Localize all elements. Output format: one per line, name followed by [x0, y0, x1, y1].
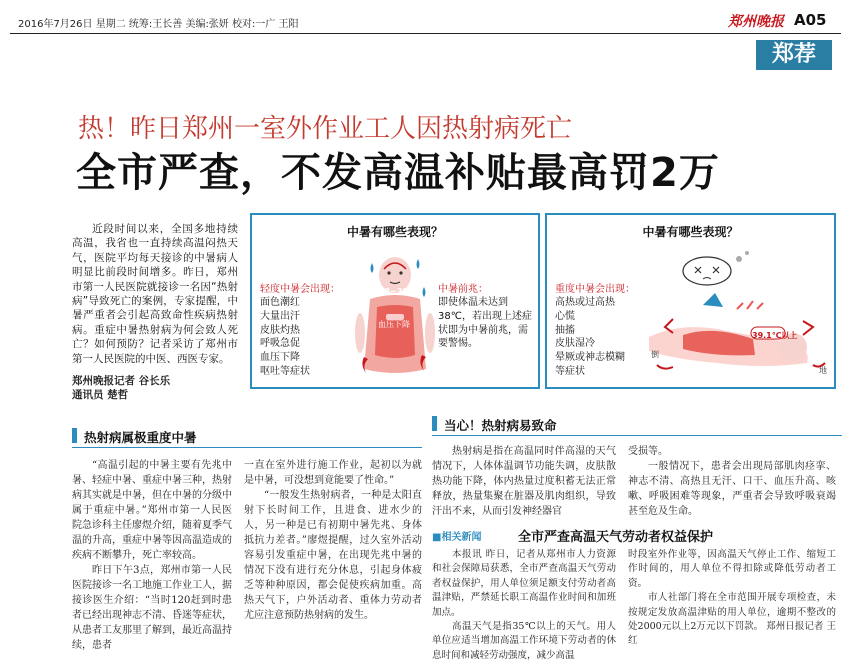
article-headline: 全市严查，不发高温补贴最高罚2万 [76, 150, 720, 196]
paragraph: 昨日下午3点，郑州市第一人民医院接诊一名工地施工作业工人，据接诊医生介绍：“当时120赶到时患者已经出现神志不清、昏迷等症状，从患者工友那里了解到，最近高温持续，患者 [72, 565, 232, 651]
thermometer-label: 38~39℃ [379, 287, 418, 296]
article-intro: 近段时间以来，全国多地持续高温，我省也一直持续高温闷热天气，医院平均每天接诊的中暑病人明显比前段时间增多。昨日，郑州市第一人民医院就接诊一名因“热射病”导致死亡的案例，专家提醒，中暑严重者会引起高致命性疾病热射病。重症中暑热射病为何会致人死亡？如何预防？记者采访了郑州市第一人民医院的中医、西医专家。 [72, 223, 238, 365]
pre-text: 即使体温未达到38℃，若出现上述症状即为中暑前兆，需要警惕。 [438, 297, 532, 350]
mild-items: 面色潮红 大量出汗 皮肤灼热 呼吸急促 血压下降 呕吐等症状 [260, 297, 310, 377]
section2-column-2 [628, 444, 836, 519]
article-byline [72, 374, 170, 402]
temperature-label: 39.1℃以上 [752, 331, 798, 340]
article-kicker: 热！昨日郑州一室外作业工人因热射病死亡 [78, 114, 573, 144]
section1-column-2 [244, 458, 422, 623]
related-news-tag: ■相关新闻 [432, 532, 482, 543]
infographic-mild-panel [250, 213, 540, 389]
newspaper-logo: 郑州晚报 [728, 14, 784, 30]
severe-items: 高热或过高热 心慌 抽搐 皮肤湿冷 晕厥或神志模糊 等症状 [555, 297, 625, 377]
section-heatstroke-severe [72, 426, 422, 446]
section-marker [72, 428, 77, 443]
related-news-title: 全市严查高温天气劳动者权益保护 [518, 530, 714, 545]
fall-label-left: 倒 [651, 350, 659, 359]
related-column-2 [628, 548, 836, 649]
severe-label: 重度中暑会出现： [555, 284, 635, 295]
section-title: 热射病属极重度中暑 [84, 430, 197, 445]
section-rule [432, 435, 842, 436]
paragraph: 一般情况下，患者会出现局部肌肉痉挛、神志不清、高热且无汗、口干、血压升高、咳嗽、呼吸困难等现象，严重者会导致呼吸衰竭甚至危及生命。 [628, 461, 836, 517]
paragraph: “高温引起的中暑主要有先兆中暑、轻症中暑、重症中暑三种，热射病其实就是中暑，但在中暑的分级中属于重症中暑。”郑州市第一人民医院急诊科主任廖煜介绍，随着夏季气温的升高，重症中暑等因高温造成的疾病不断攀升，死亡率较高。 [72, 460, 232, 561]
byline-reporter: 郑州晚报记者 谷长乐 [72, 375, 171, 387]
collapsed-person-illustration [643, 245, 831, 387]
page-header [10, 6, 841, 34]
panel-title: 中暑有哪些表现？ [346, 225, 443, 239]
infographic-severe-panel [545, 213, 836, 389]
section-tab: 郑荐 [756, 40, 832, 70]
paragraph: 热射病是指在高温同时伴高湿的天气情况下，人体体温调节功能失调，皮肤散热功能下降，体内热量过度积蓄无法正常释放，热量集聚在脏器及肌肉组织，导致汗出不来，从而引发神经器官 [432, 446, 616, 517]
issue-meta: 2016年7月26日 星期二 统筹:王长善 美编:张妍 校对:一广 王阳 [18, 19, 299, 30]
blood-pressure-label: 血压下降 [378, 320, 410, 329]
section-rule [72, 447, 422, 448]
section-marker [432, 416, 437, 431]
mild-label: 轻度中暑会出现： [260, 284, 340, 295]
panel-title: 中暑有哪些表现？ [642, 225, 739, 239]
pre-label: 中暑前兆： [438, 284, 488, 295]
severe-symptoms [555, 283, 635, 379]
paragraph: “一般发生热射病者，一种是太阳直射下长时间工作，且进食、进水少的人，另一种是已有初期中暑先兆、身体抵抗力差者。”廖煜提醒，过久室外活动容易引发重症中暑，在出现先兆中暑的情况下没有进行充分休息，引起身体疲乏等种种原因，都会促使疾病加重。高热天气下，户外活动者、重体力劳动者尤应注意预防热射病的发生。 [244, 490, 422, 621]
paragraph: 市人社部门将在全市范围开展专项检查，未按规定发放高温津贴的用人单位，逾期不整改的处2000元以上2万元以下罚款。 郑州日报记者 王红 [628, 592, 836, 647]
paragraph: 时段室外作业等，因高温天气停止工作、缩短工作时间的，用人单位不得扣除或降低劳动者工资。 [628, 549, 836, 589]
header-rule [10, 33, 841, 34]
heatstroke-warning [438, 283, 534, 351]
section1-column-1 [72, 458, 232, 653]
byline-correspondent: 通讯员 楚哲 [72, 389, 129, 401]
fall-label-right: 地 [819, 366, 827, 375]
related-news-header [432, 526, 842, 546]
paragraph: 本报讯 昨日，记者从郑州市人力资源和社会保障局获悉，全市严查高温天气劳动者权益保护，用人单位须足额支付劳动者高温津贴，严禁延长职工高温作业时间和加班加点。 [432, 549, 616, 618]
related-column-1 [432, 548, 616, 663]
section-heatstroke-fatal [432, 414, 842, 434]
paragraph: 受损等。 [628, 446, 668, 457]
page-number: A05 [794, 11, 827, 29]
section-title: 当心！热射病易致命 [444, 418, 557, 433]
mild-symptoms [260, 283, 340, 379]
paragraph: 高温天气是指35℃以上的天气。用人单位应适当增加高温工作环境下劳动者的休息时间和减轻劳动强度，减少高温 [432, 621, 616, 661]
section2-column-1 [432, 444, 616, 519]
paragraph: 一直在室外进行施工作业，起初以为就是中暑，可没想到竟能要了性命。” [244, 460, 422, 486]
